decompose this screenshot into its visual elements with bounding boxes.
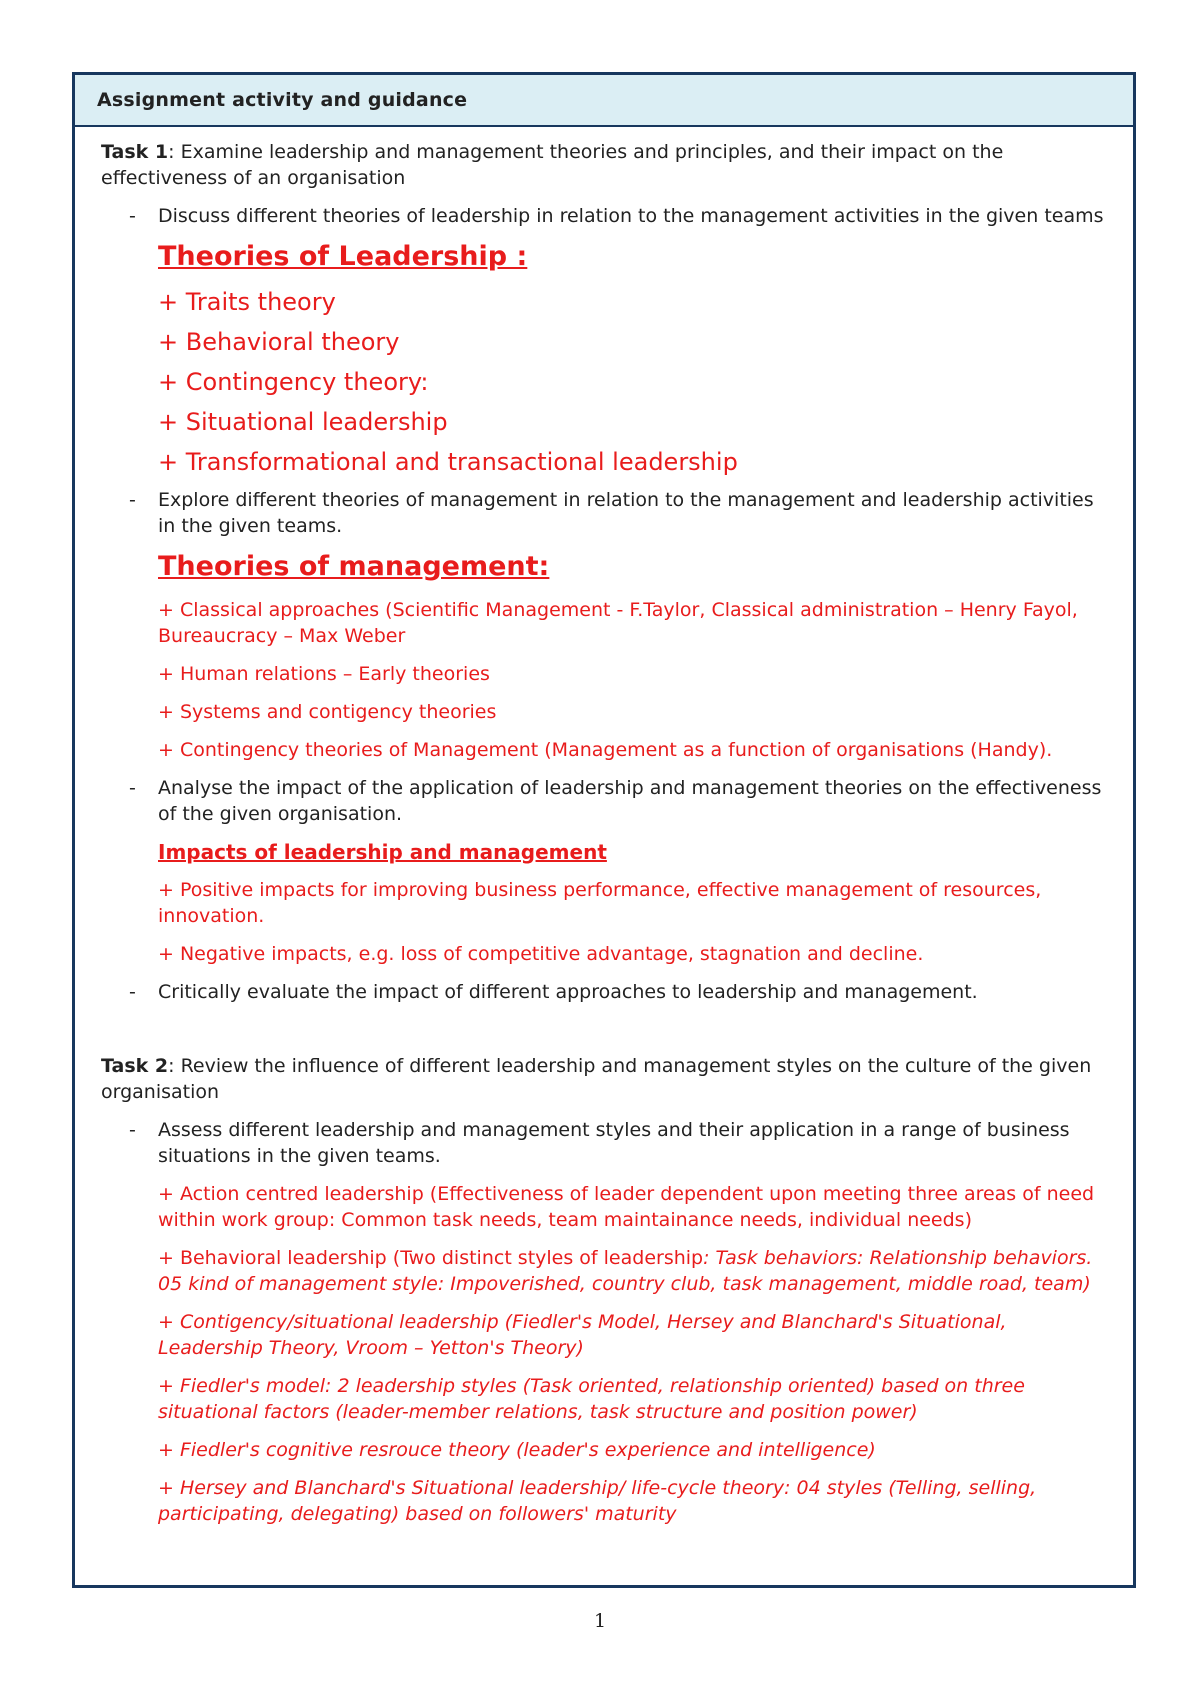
task1-bullet-4 <box>101 979 1107 1005</box>
leadership-item <box>101 407 1107 437</box>
bullet-text: Assess different leadership and management styles and their application in a range of business situations in the given teams. <box>158 1119 1070 1167</box>
impacts-title: Impacts of leadership and management <box>158 840 607 864</box>
management-item: + Systems and contigency theories <box>158 701 497 723</box>
task1-text: : Examine leadership and management theories and principles, and their impact on the effectiveness of an organisation <box>101 141 1004 189</box>
bullet-text: Discuss different theories of leadership in relation to the management activities in the given teams <box>158 205 1104 227</box>
impact-item: + Positive impacts for improving business performance, effective management of resources, innovation. <box>158 879 1042 927</box>
impact-item: + Negative impacts, e.g. loss of competitive advantage, stagnation and decline. <box>158 943 924 965</box>
management-theories-title: Theories of management: <box>158 551 550 582</box>
table-body <box>75 127 1133 1527</box>
bullet-text: Critically evaluate the impact of different approaches to leadership and management. <box>158 981 978 1003</box>
style-item <box>101 1245 1107 1297</box>
leadership-item <box>101 447 1107 477</box>
plus-icon: + <box>158 328 186 356</box>
plus-icon: + <box>158 448 186 476</box>
dash-marker: - <box>129 1119 136 1141</box>
task1-label: Task 1 <box>101 141 169 163</box>
task2-label: Task 2 <box>101 1055 169 1077</box>
bullet-text: Analyse the impact of the application of leadership and management theories on the effectiveness of the given organisation. <box>158 777 1102 825</box>
task1-bullet-1 <box>101 203 1107 229</box>
leadership-item-text: Contingency theory: <box>185 368 429 396</box>
task2-heading <box>101 1053 1107 1105</box>
dash-marker: - <box>129 777 136 799</box>
dash-marker: - <box>129 981 136 1003</box>
leadership-theories-title: Theories of Leadership : <box>158 241 528 272</box>
style-item: + Contigency/situational leadership (Fiedler's Model, Hersey and Blanchard's Situational, Leadership Theory, Vroom – Yetton's Theory) <box>158 1311 1007 1359</box>
style-item-text: + Behavioral leadership (Two distinct styles of leadership <box>158 1247 704 1269</box>
table-header <box>75 75 1133 127</box>
style-item: + Action centred leadership (Effectiveness of leader dependent upon meeting three areas of need within work group: Common task needs, team maintainance needs, individual needs) <box>158 1183 1095 1231</box>
task2-text: : Review the influence of different leadership and management styles on the culture of the given organisation <box>101 1055 1092 1103</box>
plus-icon: + <box>158 368 186 396</box>
assignment-table <box>72 72 1136 1588</box>
bullet-text: Explore different theories of management in relation to the management and leadership activities in the given teams. <box>158 489 1094 537</box>
plus-icon: + <box>158 408 186 436</box>
leadership-item <box>101 327 1107 357</box>
leadership-item-text: Situational leadership <box>185 408 448 436</box>
task2-bullet-1 <box>101 1117 1107 1169</box>
page-number: 1 <box>593 1610 607 1632</box>
header-title: Assignment activity and guidance <box>97 89 468 111</box>
management-item: + Human relations – Early theories <box>158 663 490 685</box>
task1-bullet-2 <box>101 487 1107 539</box>
task1-heading <box>101 139 1107 191</box>
style-item: + Fiedler's cognitive resrouce theory (leader's experience and intelligence) <box>158 1439 876 1461</box>
management-item: + Classical approaches (Scientific Management - F.Taylor, Classical administration – Henry Fayol, Bureaucracy – Max Weber <box>158 599 1078 647</box>
leadership-item-text: Transformational and transactional leadership <box>185 448 738 476</box>
style-item: + Hersey and Blanchard's Situational leadership/ life-cycle theory: 04 styles (Telling, selling, participating, delegating) based on followers' maturity <box>158 1477 1037 1525</box>
leadership-item <box>101 287 1107 317</box>
task1-bullet-3 <box>101 775 1107 827</box>
dash-marker: - <box>129 489 136 511</box>
leadership-item <box>101 367 1107 397</box>
leadership-item-text: Traits theory <box>185 288 336 316</box>
dash-marker: - <box>129 205 136 227</box>
spacer <box>101 1017 1107 1053</box>
leadership-item-text: Behavioral theory <box>185 328 400 356</box>
style-item-italic-text: : Task behaviors: Relationship behaviors. 05 kind of management style: Impoverished, country club, task management, middle road, team) <box>158 1247 1093 1295</box>
style-item: + Fiedler's model: 2 leadership styles (Task oriented, relationship oriented) based on three situational factors (leader-member relations, task structure and position power) <box>158 1375 1025 1423</box>
plus-icon: + <box>158 288 186 316</box>
management-item: + Contingency theories of Management (Management as a function of organisations (Handy). <box>158 739 1053 761</box>
